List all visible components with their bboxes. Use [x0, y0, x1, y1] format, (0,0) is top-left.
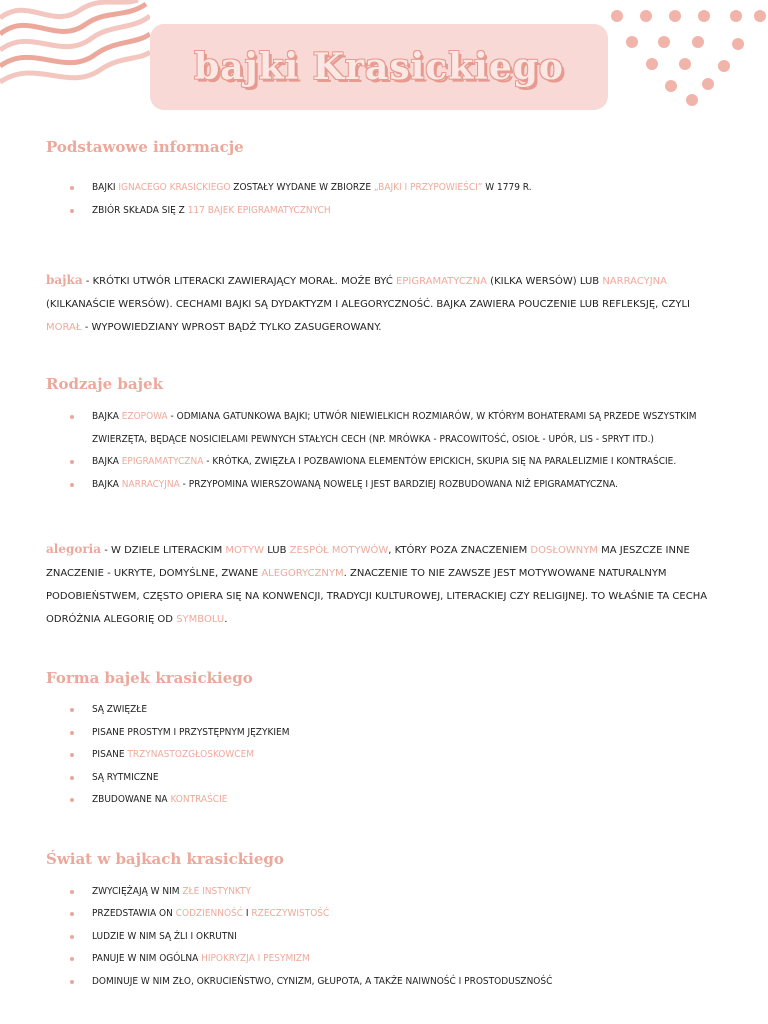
- document-body: [46, 138, 726, 993]
- definition-bajka: bajka - KRÓTKI UTWÓR LITERACKI ZAWIERAJĄCY MORAŁ. MOŻE BYĆ EPIGRAMATYCZNA (KILKA WERSÓW) LUB NARRACYJNA (KILKANAŚCIE WERSÓW). CECHAMI BAJKI SĄ DYDAKTYZM I ALEGORYCZNOŚĆ. BAJKA ZAWIERA POUCZENIE LUB REFLEKSJĘ, CZYLI MORAŁ - WYPOWIEDZIANY WPROST BĄDŹ TYLKO ZASUGEROWANY.: [46, 273, 690, 333]
- page-title: bajki Krasickiego: [194, 46, 564, 88]
- list-item: ZBUDOWANE NA KONTRAŚCIE: [70, 789, 726, 812]
- list-item: ZBIÓR SKŁADA SIĘ Z 117 BAJEK EPIGRAMATYCZNYCH: [70, 200, 726, 223]
- list-item: PISANE TRZYNASTOZGŁOSKOWCEM: [70, 744, 726, 767]
- heading-types: Rodzaje bajek: [46, 375, 163, 393]
- heading-basic-info: Podstawowe informacje: [46, 138, 244, 156]
- list-item: BAJKA EPIGRAMATYCZNA - KRÓTKA, ZWIĘZŁA I POZBAWIONA ELEMENTÓW EPICKICH, SKUPIA SIĘ NA PARALELIZMIE I KONTRAŚCIE.: [70, 451, 726, 474]
- list-item: DOMINUJE W NIM ZŁO, OKRUCIEŃSTWO, CYNIZM, GŁUPOTA, A TAKŻE NAIWNOŚĆ I PROSTODUSZNOŚĆ: [70, 971, 726, 994]
- list-item: SĄ RYTMICZNE: [70, 767, 726, 790]
- decorative-waves: [0, 0, 150, 90]
- list-item: BAJKA EZOPOWA - ODMIANA GATUNKOWA BAJKI; UTWÓR NIEWIELKICH ROZMIARÓW, W KTÓRYM BOHATERAMI SĄ PRZEDE WSZYSTKIM ZWIERZĘTA, BĘDĄCE NOSICIELAMI PEWNYCH STAŁYCH CECH (NP. MRÓWKA - PRACOWITOŚĆ, OSIOŁ - UPÓR, LIS - SPRYT ITD.): [70, 406, 726, 451]
- heading-swiat: Świat w bajkach krasickiego: [46, 849, 284, 868]
- list-item: PRZEDSTAWIA ON CODZIENNOŚĆ I RZECZYWISTOŚĆ: [70, 903, 726, 926]
- definition-alegoria: alegoria - W DZIELE LITERACKIM MOTYW LUB ZESPÓŁ MOTYWÓW, KTÓRY POZA ZNACZENIEM DOSŁOWNYM MA JESZCZE INNE ZNACZENIE - UKRYTE, DOMYŚLNE, ZWANE ALEGORYCZNYM. ZNACZENIE TO NIE ZAWSZE JEST MOTYWOWANE NATURALNYM PODOBIEŃSTWEM, CZĘSTO OPIERA SIĘ NA KONWENCJI, TRADYCJI KULTUROWEJ, LITERACKIEJ CZY RELIGIJNEJ. TO WŁAŚNIE TA CECHA ODRÓŻNIA ALEGORIĘ OD SYMBOLU.: [46, 542, 708, 625]
- basic-info-list: [46, 177, 726, 222]
- forma-list: [46, 699, 726, 812]
- list-item: ZWYCIĘŻAJĄ W NIM ZŁE INSTYNKTY: [70, 881, 726, 904]
- types-list: [46, 406, 726, 496]
- swiat-list: [46, 881, 726, 994]
- heading-forma: Forma bajek krasickiego: [46, 669, 253, 687]
- title-banner: [150, 24, 608, 110]
- list-item: PANUJE W NIM OGÓLNA HIPOKRYZJA I PESYMIZM: [70, 948, 726, 971]
- decorative-dots: [608, 0, 768, 110]
- list-item: BAJKI IGNACEGO KRASICKIEGO ZOSTAŁY WYDANE W ZBIORZE „BAJKI I PRZYPOWIEŚCI” W 1779 R.: [70, 177, 726, 200]
- list-item: BAJKA NARRACYJNA - PRZYPOMINA WIERSZOWANĄ NOWELĘ I JEST BARDZIEJ ROZBUDOWANA NIŻ EPIGRAMATYCZNA.: [70, 474, 726, 497]
- list-item: LUDZIE W NIM SĄ ŹLI I OKRUTNI: [70, 926, 726, 949]
- list-item: PISANE PROSTYM I PRZYSTĘPNYM JĘZYKIEM: [70, 722, 726, 745]
- list-item: SĄ ZWIĘZŁE: [70, 699, 726, 722]
